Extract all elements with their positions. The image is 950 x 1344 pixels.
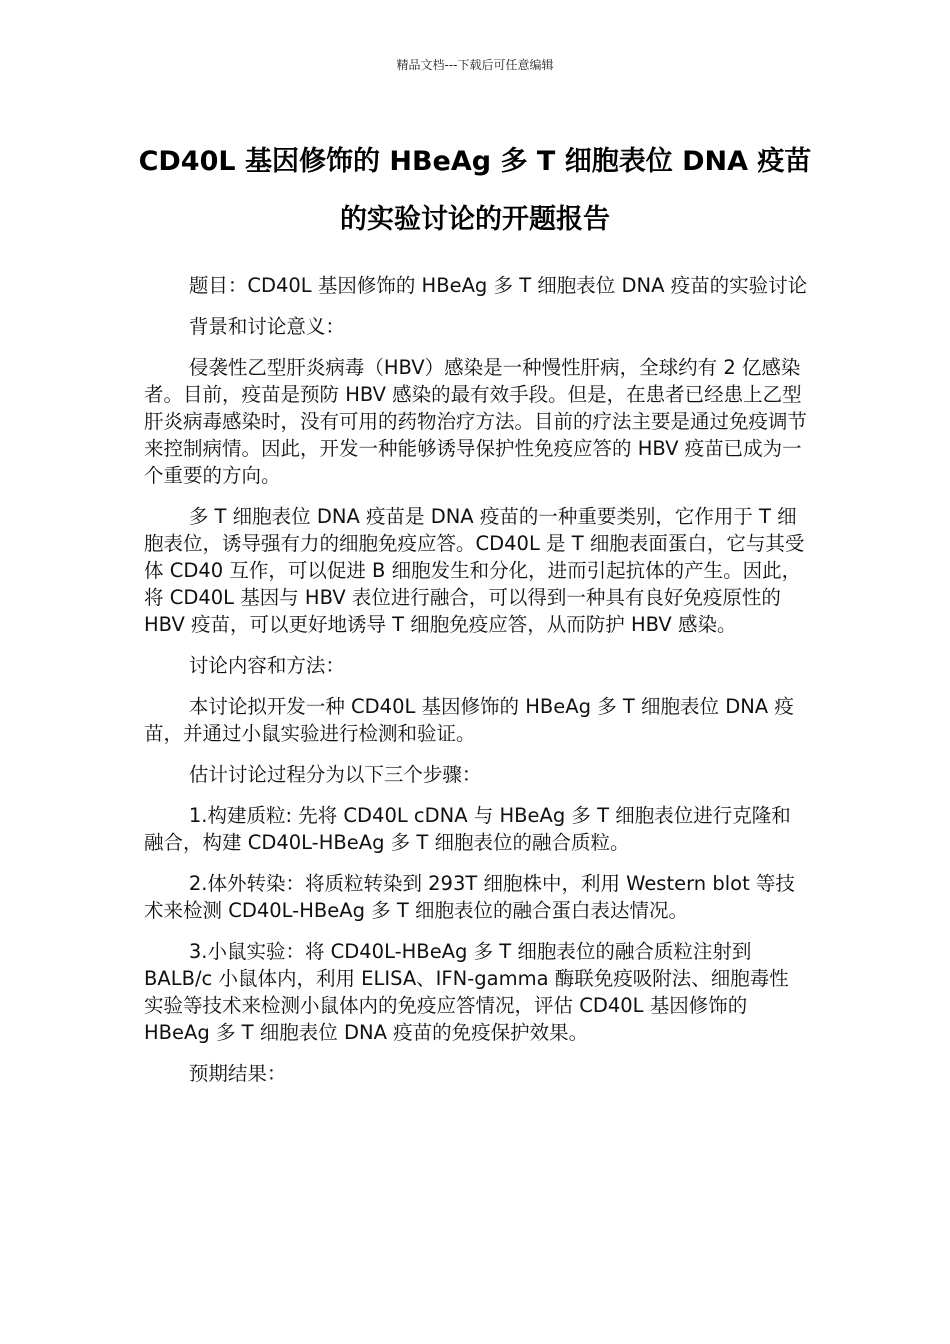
heading-expected-results: 预期结果： [188,1062,287,1085]
paragraph-multi-t-cell-epitope: 多 T 细胞表位 DNA 疫苗是 DNA 疫苗的一种重要类别，它作用于 T 细胞表位，诱导强有力的细胞免疫应答。CD40L 是 T 细胞表面蛋白，它与其受体 CD40 互作，可以促进 B 细胞发生和分化，进而引起抗体的产生。因此，将 CD40L 基因与 HBV 表位进行融合，可以得到一种具有良好免疫原性的 HBV 疫苗，可以更好地诱导 T 细胞免疫应答，从而防护 HBV 感染。 [144,505,805,636]
document-title-line-1: CD40L 基因修饰的 HBeAg 多 T 细胞表位 DNA 疫苗 [138,146,812,177]
paragraph-background: 侵袭性乙型肝炎病毒（HBV）感染是一种慢性肝病，全球约有 2 亿感染者。目前，疫苗是预防 HBV 感染的最有效手段。但是，在患者已经患上乙型肝炎病毒感染时，没有可用的药物治疗方法。目前的疗法主要是通过免疫调节来控制病情。因此，开发一种能够诱导保护性免疫应答的 HBV 疫苗已成为一个重要的方向。 [144,356,808,487]
paragraph-step-2: 2.体外转染：将质粒转染到 293T 细胞株中，利用 Western blot 等技术来检测 CD40L-HBeAg 多 T 细胞表位的融合蛋白表达情况。 [144,872,795,922]
paragraph-steps-intro: 估计讨论过程分为以下三个步骤： [188,763,482,786]
document-body [144,272,808,1101]
paragraph-study-plan: 本讨论拟开发一种 CD40L 基因修饰的 HBeAg 多 T 细胞表位 DNA 疫苗，并通过小鼠实验进行检测和验证。 [144,695,794,745]
paragraph-step-1: 1.构建质粒: 先将 CD40L cDNA 与 HBeAg 多 T 细胞表位进行克隆和融合，构建 CD40L-HBeAg 多 T 细胞表位的融合质粒。 [144,804,791,854]
paragraph-topic: 题目：CD40L 基因修饰的 HBeAg 多 T 细胞表位 DNA 疫苗的实验讨论 [188,274,808,297]
document-title-line-2: 的实验讨论的开题报告 [340,204,610,235]
page-header-watermark: 精品文档---下载后可任意编辑 [396,58,554,72]
document-title [110,133,840,249]
paragraph-step-3: 3.小鼠实验：将 CD40L-HBeAg 多 T 细胞表位的融合质粒注射到 BALB/c 小鼠体内，利用 ELISA、IFN-gamma 酶联免疫吸附法、细胞毒性实验等技术来检测小鼠体内的免疫应答情况，评估 CD40L 基因修饰的 HBeAg 多 T 细胞表位 DNA 疫苗的免疫保护效果。 [144,940,789,1044]
heading-background-significance: 背景和讨论意义： [188,315,345,338]
heading-content-methods: 讨论内容和方法： [188,654,345,677]
